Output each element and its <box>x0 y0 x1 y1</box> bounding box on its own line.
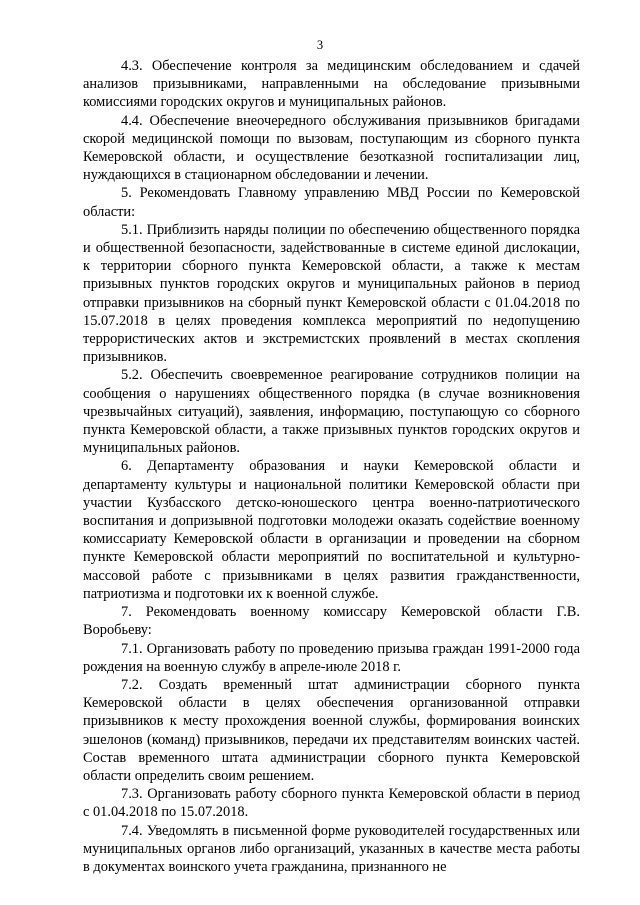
paragraph-7-1: 7.1. Организовать работу по проведению призыва граждан 1991-2000 года рождения на военную службу в апреле-июле 2018 г. <box>83 640 580 675</box>
paragraph-4-3: 4.3. Обеспечение контроля за медицинским обследованием и сдачей анализов призывниками, направленными на обследование призывными комиссиями городских округов и муниципальных районов. <box>83 58 580 111</box>
paragraph-5-2: 5.2. Обеспечить своевременное реагирование сотрудников полиции на сообщения о нарушениях общественного порядка (в случае возникновения чрезвычайных ситуаций), заявления, информацию, поступающую со сборного пункта Кемеровской области, а также призывных пунктов городских округов и муниципальных районов. <box>83 367 580 457</box>
paragraph-7-3: 7.3. Организовать работу сборного пункта Кемеровской области в период с 01.04.2018 по 15.07.2018. <box>83 786 580 821</box>
document-body <box>83 57 580 876</box>
paragraph-5: 5. Рекомендовать Главному управлению МВД России по Кемеровской области: <box>83 185 580 220</box>
paragraph-7-2: 7.2. Создать временный штат администрации сборного пункта Кемеровской области в целях обеспечения организованной отправки призывников к месту прохождения военной службы, формирования воинских эшелонов (команд) призывников, передачи их представителям воинских частей. Состав временного штата администрации сборного пункта Кемеровской области определить своим решением. <box>83 676 580 784</box>
paragraph-6: 6. Департаменту образования и науки Кемеровской области и департаменту культуры и национальной политики Кемеровской области при участии Кузбасского детско-юношеского центра военно-патриотического воспитания и допризывной подготовки молодежи оказать содействие военному комиссариату Кемеровской области в организации и проведении на сборном пункте Кемеровской области мероприятий по воспитательной и культурно-массовой работе с призывниками в целях развития гражданственности, патриотизма и подготовки их к военной службе. <box>83 458 580 602</box>
page-number: 3 <box>316 38 324 52</box>
paragraph-5-1: 5.1. Приблизить наряды полиции по обеспечению общественного порядка и общественной безопасности, задействованные в системе единой дислокации, к территории сборного пункта Кемеровской области, а также к местам призывных пунктов городских округов и муниципальных районов в период отправки призывников на сборный пункт Кемеровской области с 01.04.2018 по 15.07.2018 в целях проведения комплекса мероприятий по недопущению террористических актов и экстремистских проявлений в местах скопления призывников. <box>83 221 580 366</box>
paragraph-7-4: 7.4. Уведомлять в письменной форме руководителей государственных или муниципальных органов либо организаций, указанных в качестве места работы в документах воинского учета гражданина, признанного не <box>83 822 580 875</box>
paragraph-4-4: 4.4. Обеспечение внеочередного обслуживания призывников бригадами скорой медицинской помощи по вызовам, поступающим из сборного пункта Кемеровской области, и осуществление безотказной госпитализации лиц, нуждающихся в стационарном обследовании и лечении. <box>83 112 580 184</box>
paragraph-7: 7. Рекомендовать военному комиссару Кемеровской области Г.В. Воробьеву: <box>83 604 580 639</box>
